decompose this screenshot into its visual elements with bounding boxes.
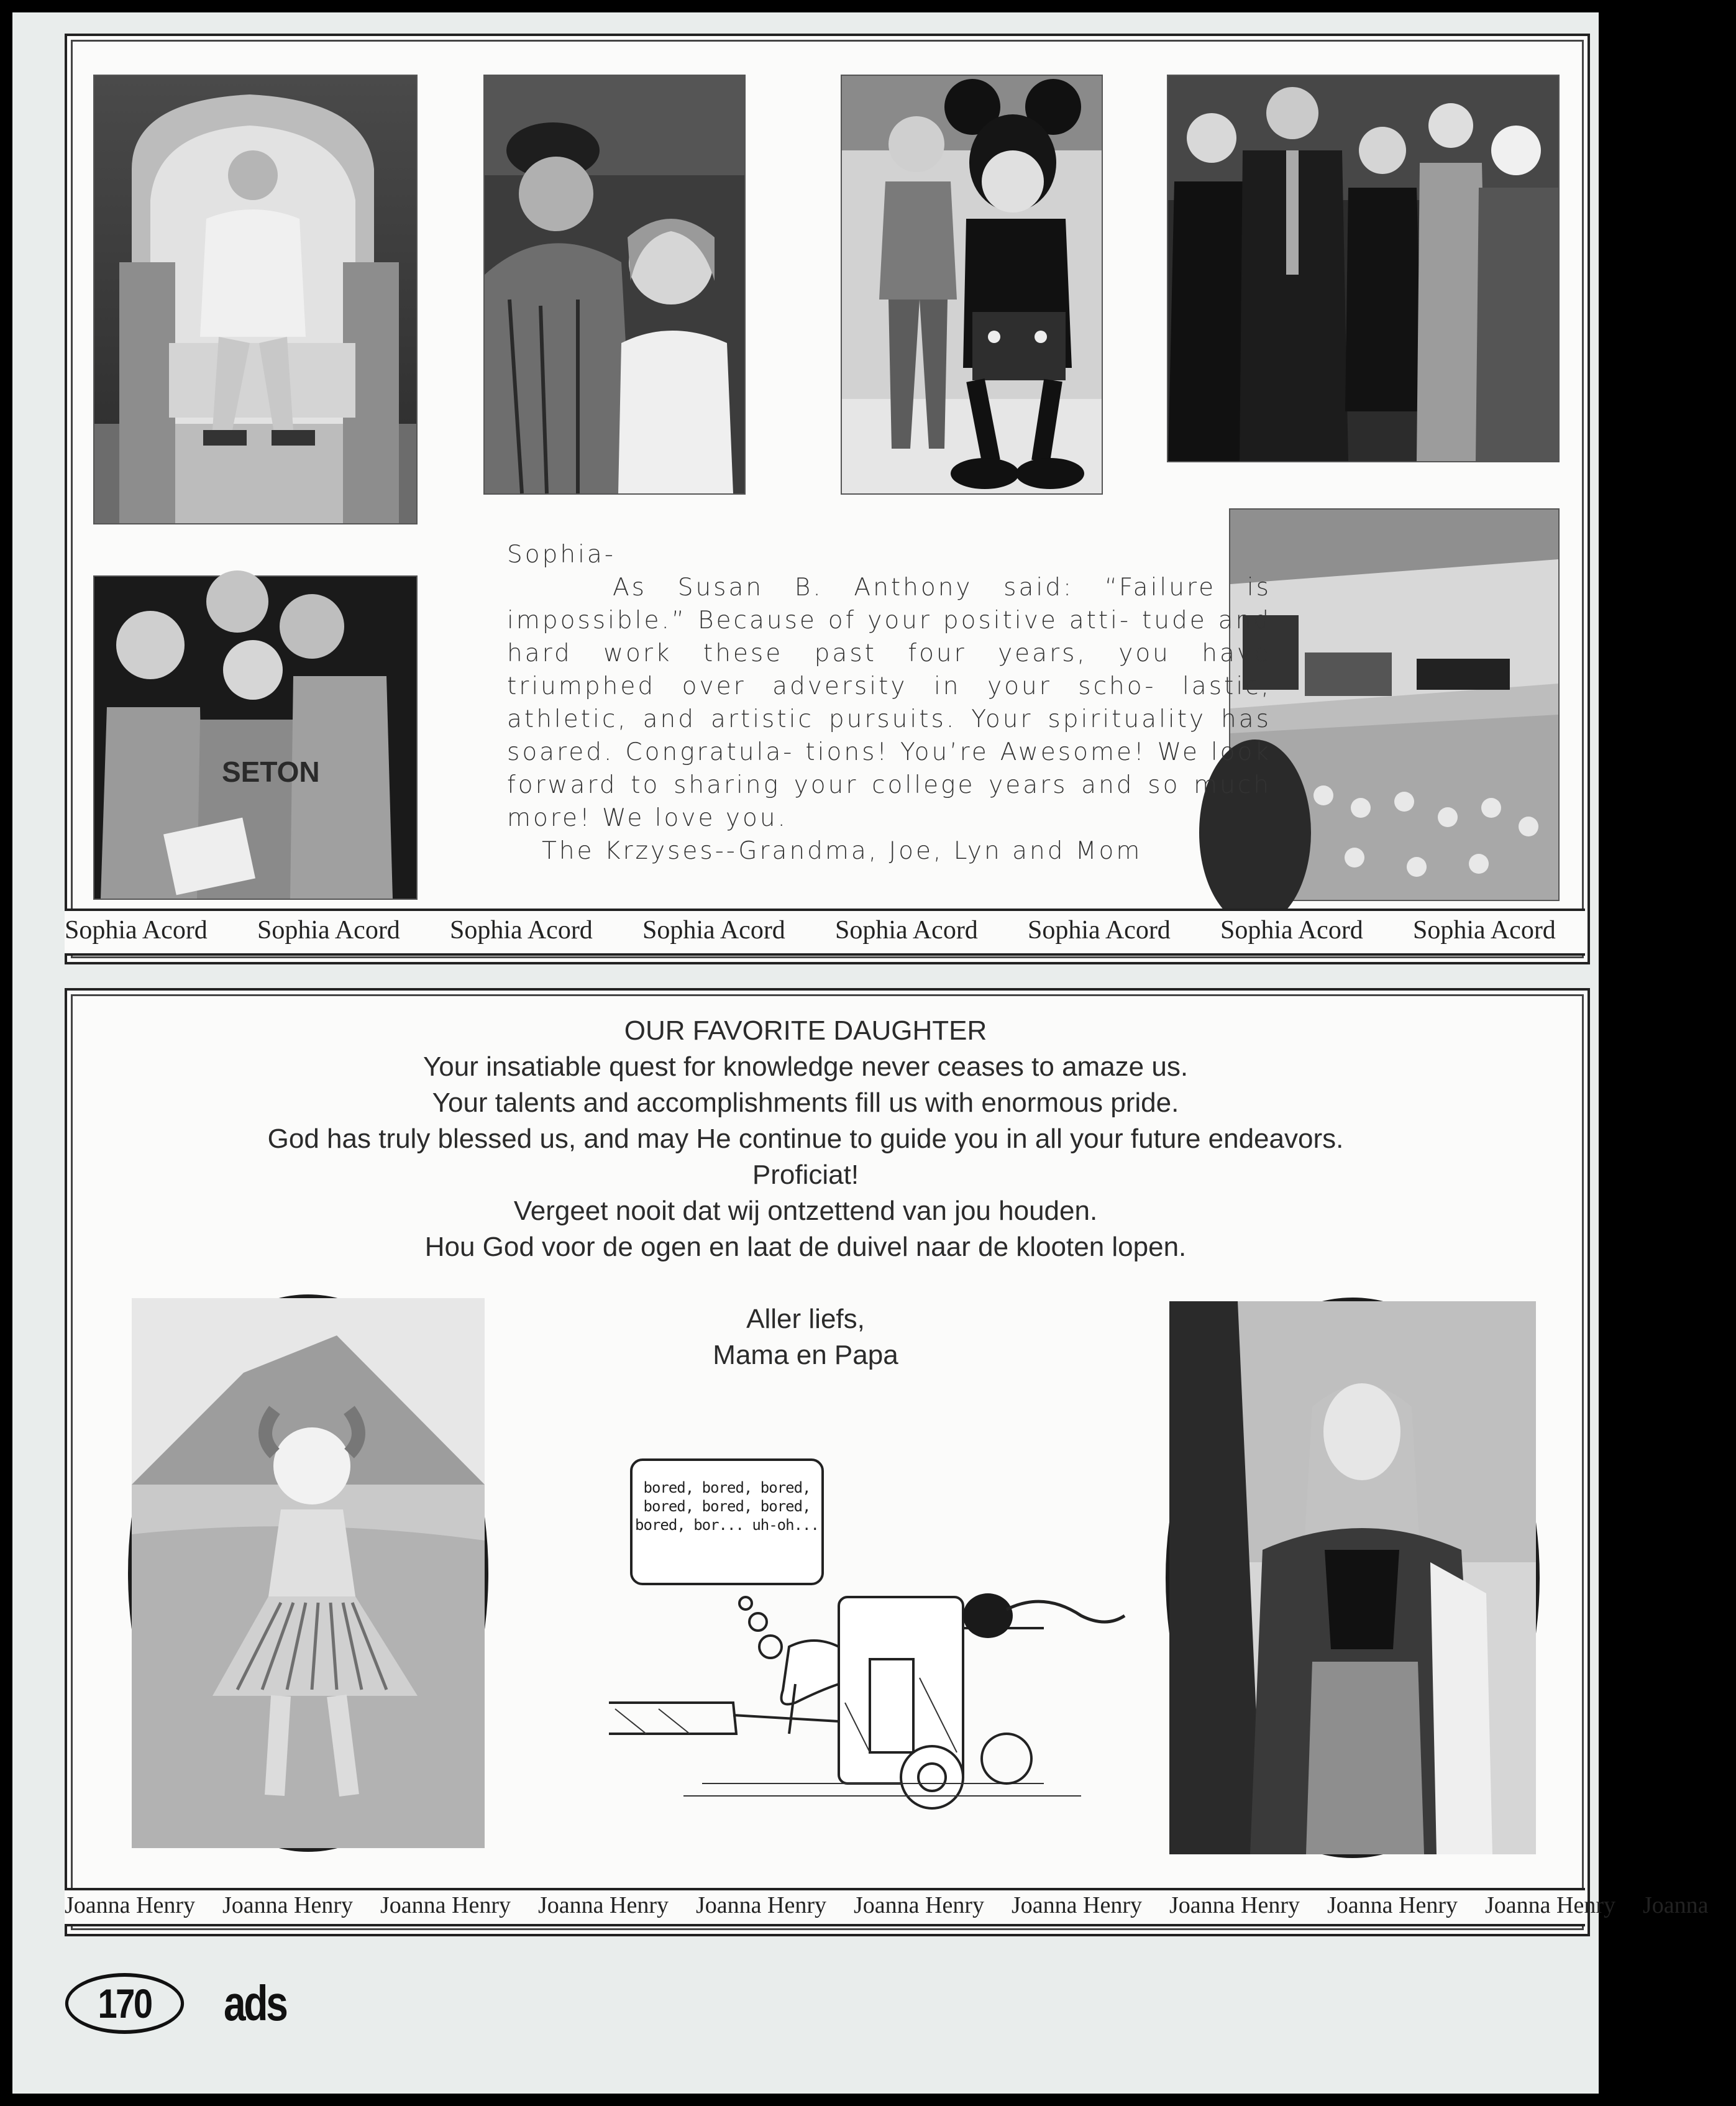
section-label: ads [224, 1976, 286, 2031]
name-strip-item: Joanna Henry [1485, 1892, 1615, 1918]
letter-title: OUR FAVORITE DAUGHTER [624, 1015, 987, 1046]
letter-signature: Mama en Papa [713, 1340, 898, 1370]
speech-line: bored, bor... uh-oh... [635, 1516, 819, 1534]
yearbook-page [12, 12, 1709, 2094]
photo-oval-child-beach [128, 1294, 488, 1852]
letter-line: Your talents and accomplishments fill us with enormous pride. [432, 1087, 1179, 1118]
sophia-letter [507, 538, 1271, 868]
name-strip-item: Joanna Henry [380, 1892, 511, 1918]
photo-track-team [93, 575, 418, 900]
name-strip-item: Sophia Acord [65, 916, 208, 945]
cartoon-speech-bubble [630, 1458, 824, 1585]
letter-line: Proficiat! [752, 1160, 859, 1190]
photo-mickey-mouse [841, 75, 1103, 495]
name-strip-item: Sophia Acord [257, 916, 400, 945]
name-strip-item: Sophia Acord [642, 916, 785, 945]
name-strip-item: Sophia Acord [835, 916, 978, 945]
jersey-lettering: SETON [222, 756, 320, 788]
letter-closing: Aller liefs, [746, 1304, 865, 1334]
name-strip-item: Joanna Henry [696, 1892, 826, 1918]
photo-susan-b-anthony-costume [483, 75, 746, 495]
name-strip-item: Joanna Henry [538, 1892, 669, 1918]
name-strip-item: Sophia Acord [1413, 916, 1556, 945]
letter-line: God has truly blessed us, and may He continue to guide you in all your future endeavors. [267, 1124, 1344, 1154]
name-strip-item: Joanna Henry [222, 1892, 353, 1918]
letter-line: Vergeet nooit dat wij ontzettend van jou houden. [513, 1196, 1098, 1226]
letter-line: Hou God voor de ogen en laat de duivel naar de klooten lopen. [424, 1232, 1187, 1262]
name-strip-item: Joanna [1643, 1892, 1709, 1918]
name-strip-item: Joanna Henry [854, 1892, 984, 1918]
page-number-badge [65, 1973, 184, 2034]
letter-greeting: Sophia- [507, 541, 616, 569]
name-strip-item: Joanna Henry [1327, 1892, 1458, 1918]
name-strip-item: Joanna Henry [1169, 1892, 1300, 1918]
photo-graduation-ceremony [1229, 508, 1560, 901]
name-strip-item: Joanna Henry [1012, 1892, 1142, 1918]
photo-girl-throne [93, 75, 418, 524]
speech-line: bored, bored, bored, [643, 1498, 811, 1515]
speech-line: bored, bored, bored, [643, 1479, 811, 1496]
sophia-ad-panel [65, 34, 1590, 964]
photo-family-group [1167, 75, 1560, 462]
name-strip-item: Sophia Acord [450, 916, 593, 945]
page-number: 170 [98, 1980, 152, 2026]
name-strip-item: Sophia Acord [1220, 916, 1363, 945]
name-strip-item: Joanna Henry [65, 1892, 195, 1918]
letter-body: As Susan B. Anthony said: “Failure is impossible.” Because of your positive atti- tude and hard work these past four years, you have triumphed over adversity in your scho- lastic, athletic, and artistic pursuits. Your spirituality has soared. Congratula- tions! You’re Awesome! We look forward to sharing your college years and so much more! We love you. [507, 574, 1271, 832]
photo-oval-senior-portrait [1166, 1298, 1540, 1858]
sophia-name-strip [65, 909, 1585, 956]
henry-name-strip [65, 1888, 1709, 1926]
letter-line: Your insatiable quest for knowledge never ceases to amaze us. [423, 1051, 1189, 1082]
name-strip-item: Sophia Acord [1028, 916, 1171, 945]
letter-signature: The Krzyses--Grandma, Joe, Lyn and Mom [542, 837, 1143, 865]
